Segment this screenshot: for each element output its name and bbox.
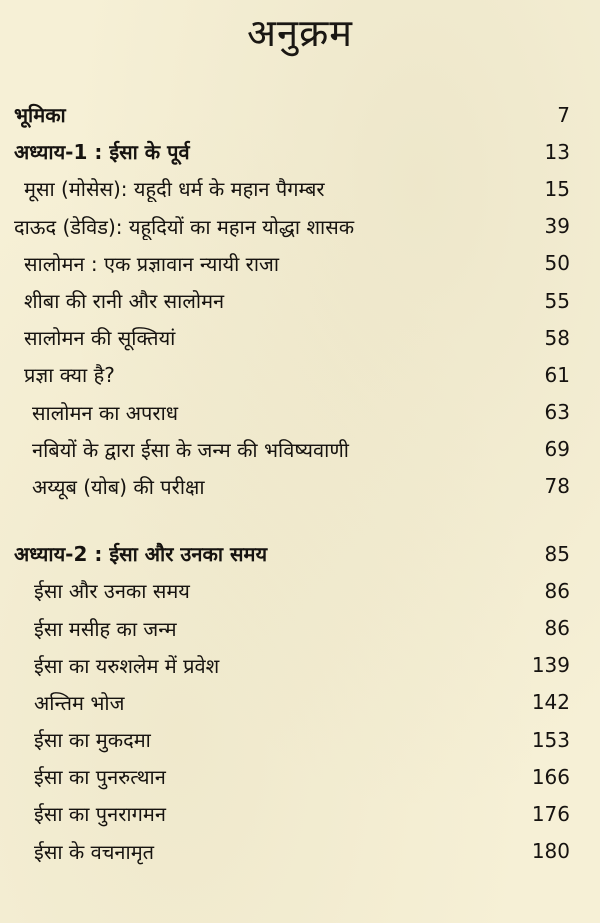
toc-entry xyxy=(14,394,574,431)
toc-entry-page: 15 xyxy=(544,176,570,201)
toc-entry-label: सालोमन : एक प्रज्ञावान न्यायी राजा xyxy=(24,251,280,276)
toc-entry xyxy=(14,468,574,505)
toc-entry-page: 142 xyxy=(531,690,570,715)
toc-entry-page: 7 xyxy=(557,102,570,127)
toc-entry xyxy=(14,282,574,319)
toc-entry xyxy=(14,609,574,646)
toc-entry-preface xyxy=(14,96,574,133)
toc-entry-label: सालोमन का अपराध xyxy=(32,400,179,425)
toc-entry-label: ईसा मसीह का जन्म xyxy=(34,616,177,641)
toc-entry xyxy=(14,431,574,468)
toc-entry-label: दाऊद (डेविड): यहूदियों का महान योद्धा शासक xyxy=(14,214,355,239)
toc-entry-page: 86 xyxy=(544,616,570,641)
toc-entry-page: 85 xyxy=(544,541,570,566)
toc-entry-label: नबियों के द्वारा ईसा के जन्म की भविष्यवाणी xyxy=(32,437,349,462)
toc-entry-label: अय्यूब (योब) की परीक्षा xyxy=(32,474,205,499)
toc-entry xyxy=(14,833,574,870)
toc-entry-label: भूमिका xyxy=(14,103,66,128)
toc-entry-label: ईसा का मुकदमा xyxy=(34,728,151,753)
toc-entry-label: अन्तिम भोज xyxy=(34,690,125,715)
toc-entry-page: 176 xyxy=(531,801,570,826)
toc-entry-page: 58 xyxy=(544,325,570,350)
toc-entry-page: 86 xyxy=(544,578,570,603)
toc-entry-label: सालोमन की सूक्तियां xyxy=(24,326,176,351)
toc-entry-page: 13 xyxy=(544,139,570,164)
toc-entry-label: शीबा की रानी और सालोमन xyxy=(24,289,225,314)
toc-entry-chapter-1 xyxy=(14,133,574,170)
toc-entry-label: प्रज्ञा क्या है? xyxy=(24,363,115,388)
toc-entry xyxy=(14,721,574,758)
toc-entry xyxy=(14,245,574,282)
toc-entry-page: 180 xyxy=(531,839,570,864)
toc-entry xyxy=(14,208,574,245)
toc-entry-page: 50 xyxy=(544,251,570,276)
toc-entry xyxy=(14,319,574,356)
table-of-contents xyxy=(14,96,574,870)
toc-entry-label: अध्याय-2 : ईसा और उनका समय xyxy=(14,542,268,567)
toc-entry-label: ईसा का यरुशलेम में प्रवेश xyxy=(34,653,220,678)
toc-entry xyxy=(14,684,574,721)
toc-entry-label: ईसा का पुनरुत्थान xyxy=(34,765,166,790)
toc-entry-page: 61 xyxy=(544,362,570,387)
toc-entry xyxy=(14,758,574,795)
toc-entry-page: 39 xyxy=(544,214,570,239)
toc-entry xyxy=(14,572,574,609)
toc-entry-label: ईसा और उनका समय xyxy=(34,579,190,604)
toc-entry-page: 63 xyxy=(544,400,570,425)
toc-entry xyxy=(14,356,574,393)
toc-entry-label: ईसा का पुनरागमन xyxy=(34,802,166,827)
toc-entry-page: 69 xyxy=(544,437,570,462)
toc-entry-page: 153 xyxy=(531,727,570,752)
toc-entry-chapter-2 xyxy=(14,535,574,572)
toc-entry xyxy=(14,647,574,684)
toc-entry-page: 78 xyxy=(544,474,570,499)
toc-entry-page: 139 xyxy=(531,653,570,678)
toc-entry-label: अध्याय-1 : ईसा के पूर्व xyxy=(14,140,190,165)
page-title: अनुक्रम xyxy=(246,11,354,55)
toc-entry-label: मूसा (मोसेस): यहूदी धर्म के महान पैगम्बर xyxy=(24,177,325,202)
toc-entry-page: 166 xyxy=(531,764,570,789)
toc-entry xyxy=(14,795,574,832)
toc-entry-label: ईसा के वचनामृत xyxy=(34,839,155,864)
toc-entry xyxy=(14,170,574,207)
toc-entry-page: 55 xyxy=(544,288,570,313)
